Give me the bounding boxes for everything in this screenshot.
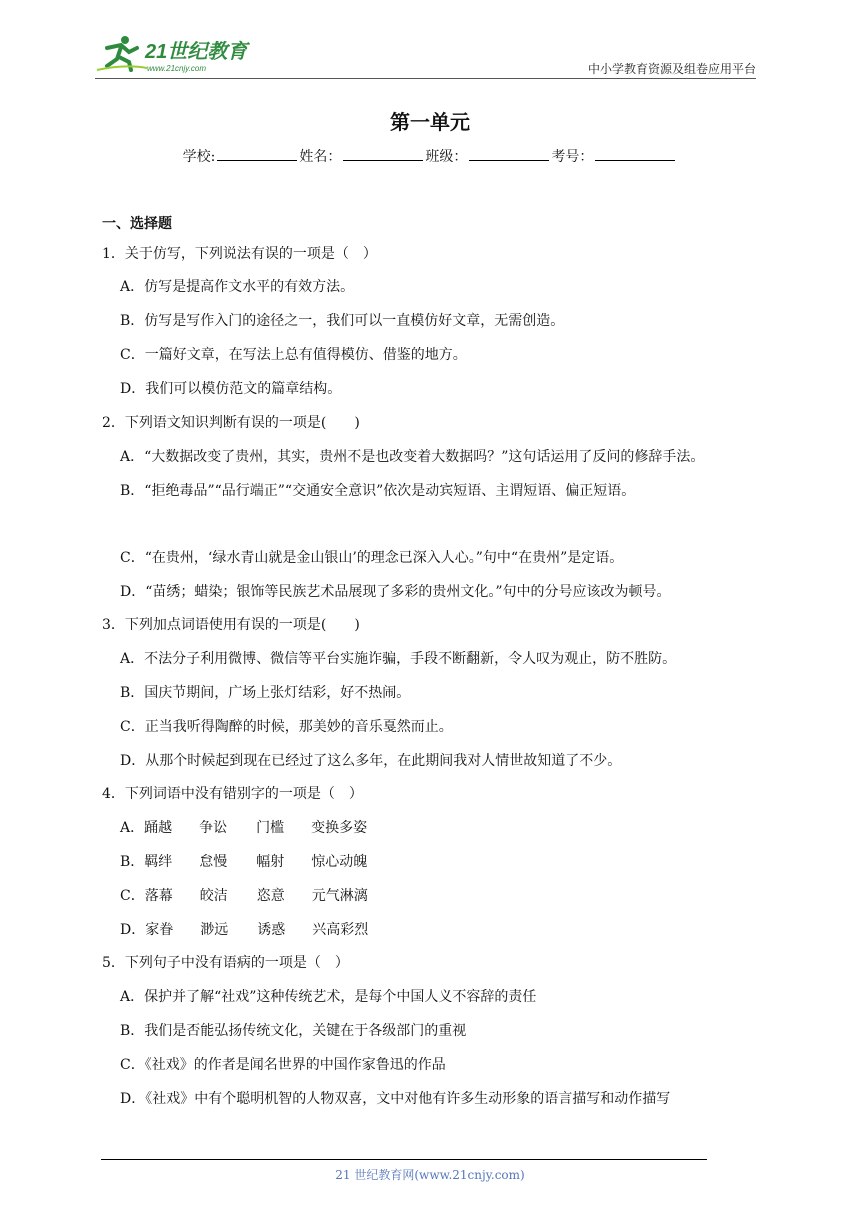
logo-text: 21世纪教育 bbox=[145, 41, 248, 63]
school-label: 学校: bbox=[182, 149, 216, 165]
option: B．仿写是写作入门的途径之一，我们可以一直模仿好文章，无需创造。 bbox=[120, 313, 565, 329]
question-stem: 4．下列词语中没有错别字的一项是（ ） bbox=[102, 786, 363, 802]
student-info-line bbox=[0, 146, 860, 166]
word: 家眷 bbox=[145, 922, 174, 938]
option-label: A． bbox=[120, 820, 145, 836]
option: A．不法分子利用微博、微信等平台实施诈骗，手段不断翻新，令人叹为观止，防不胜防。 bbox=[120, 651, 677, 667]
exam-no-label: 考号： bbox=[551, 149, 594, 165]
word: 变换多姿 bbox=[311, 820, 368, 836]
word: 兴高彩烈 bbox=[312, 922, 369, 938]
logo-icon bbox=[95, 34, 265, 74]
page-header bbox=[95, 30, 756, 80]
option: A．保护并了解“社戏”这种传统艺术，是每个中国人义不容辞的责任 bbox=[120, 989, 537, 1005]
word-option bbox=[120, 919, 368, 939]
option: B．我们是否能弘扬传统文化，关键在于各级部门的重视 bbox=[120, 1023, 467, 1039]
word: 落幕 bbox=[144, 888, 173, 904]
page-title: 第一单元 bbox=[390, 110, 470, 134]
word: 渺远 bbox=[200, 922, 229, 938]
option-label: C． bbox=[120, 888, 145, 904]
name-blank bbox=[343, 146, 423, 161]
option: C．“在贵州，‘绿水青山就是金山银山’的理念已深入人心。”句中“在贵州”是定语。 bbox=[120, 550, 624, 566]
option: D．“苗绣；蜡染；银饰等民族艺术品展现了多彩的贵州文化。”句中的分号应该改为顿号。 bbox=[120, 584, 671, 600]
option: C．《社戏》的作者是闻名世界的中国作家鲁迅的作品 bbox=[120, 1057, 446, 1073]
school-blank bbox=[217, 146, 297, 161]
option: A．仿写是提高作文水平的有效方法。 bbox=[120, 279, 355, 295]
option-label: D． bbox=[120, 922, 146, 938]
question-stem: 5．下列句子中没有语病的一项是（ ） bbox=[102, 955, 349, 971]
word: 羁绊 bbox=[144, 854, 173, 870]
option: C．正当我听得陶醉的时候，那美妙的音乐戛然而止。 bbox=[120, 719, 453, 735]
word: 门槛 bbox=[256, 820, 285, 836]
word: 怠慢 bbox=[199, 854, 228, 870]
question-stem: 1．关于仿写，下列说法有误的一项是（ ） bbox=[102, 246, 377, 262]
question-stem: 2．下列语文知识判断有误的一项是( ) bbox=[102, 415, 360, 431]
word-option bbox=[120, 851, 367, 871]
option: B．国庆节期间，广场上张灯结彩，好不热闹。 bbox=[120, 685, 411, 701]
exam-no-blank bbox=[595, 146, 675, 161]
class-blank bbox=[469, 146, 549, 161]
class-label: 班级： bbox=[425, 149, 468, 165]
word-option bbox=[120, 885, 368, 905]
option: C．一篇好文章，在写法上总有值得模仿、借鉴的地方。 bbox=[120, 347, 467, 363]
word: 惊心动魄 bbox=[311, 854, 368, 870]
word: 诱惑 bbox=[257, 922, 286, 938]
logo-url: www.21cnjy.com bbox=[147, 64, 206, 73]
option-label: B． bbox=[120, 854, 145, 870]
option: B．“拒绝毒品”“品行端正”“交通安全意识”依次是动宾短语、主谓短语、偏正短语。 bbox=[120, 483, 636, 499]
footer-divider bbox=[101, 1159, 707, 1160]
name-label: 姓名： bbox=[299, 149, 342, 165]
word: 恣意 bbox=[256, 888, 285, 904]
footer-text: 21 世纪教育网(www.21cnjy.com) bbox=[335, 1168, 525, 1182]
word: 踊越 bbox=[144, 820, 173, 836]
option: D．《社戏》中有个聪明机智的人物双喜，文中对他有许多生动形象的语言描写和动作描写 bbox=[120, 1091, 671, 1107]
word: 幅射 bbox=[256, 854, 285, 870]
question-stem: 3．下列加点词语使用有误的一项是( ) bbox=[102, 617, 360, 633]
option: A．“大数据改变了贵州，其实，贵州不是也改变着大数据吗？”这句话运用了反问的修辞手法。 bbox=[120, 449, 705, 465]
word-option bbox=[120, 817, 367, 837]
section-heading: 一、选择题 bbox=[102, 216, 172, 232]
option: D．我们可以模仿范文的篇章结构。 bbox=[120, 381, 342, 397]
word: 皎洁 bbox=[199, 888, 228, 904]
option: D．从那个时候起到现在已经过了这么多年，在此期间我对人情世故知道了不少。 bbox=[120, 753, 622, 769]
header-divider bbox=[95, 78, 756, 79]
word: 争讼 bbox=[199, 820, 228, 836]
word: 元气淋漓 bbox=[311, 888, 368, 904]
platform-name: 中小学教育资源及组卷应用平台 bbox=[587, 62, 756, 76]
